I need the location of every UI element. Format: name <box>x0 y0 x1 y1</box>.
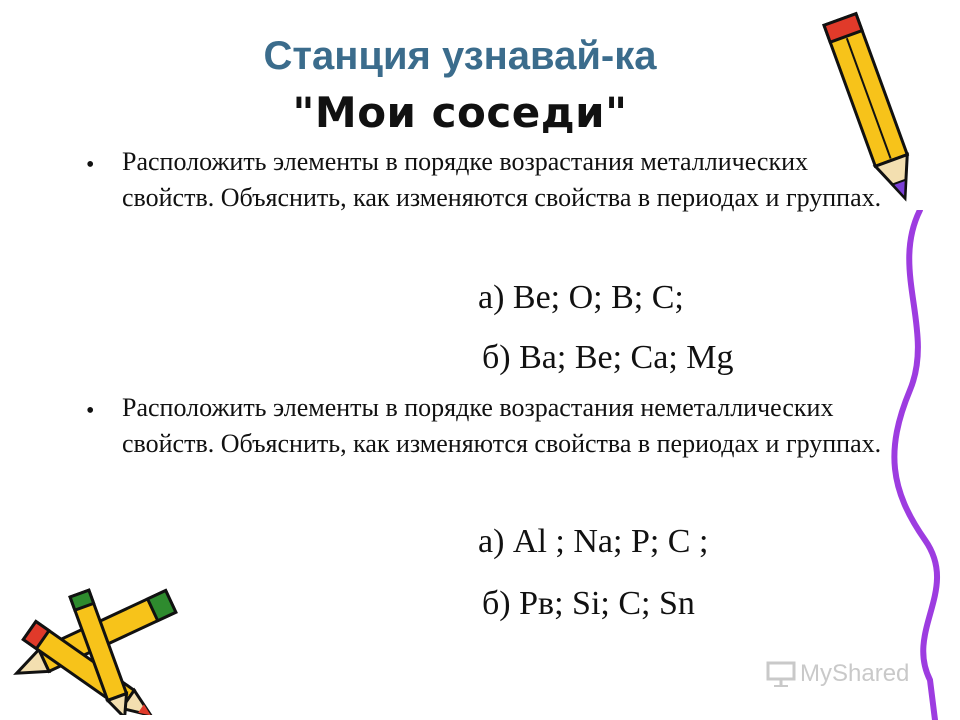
task-2-answer-b: б) Pв; Si; C; Sn <box>482 585 695 622</box>
slide-title: Станция узнавай-ка <box>263 34 657 78</box>
task-2-answer-a: а) Al ; Na; P; C ; <box>478 523 709 560</box>
bullet-marker: • <box>86 398 95 424</box>
slide-subtitle: "Мои соседи" <box>292 88 628 137</box>
presentation-icon <box>766 661 796 687</box>
bullet-marker: • <box>86 152 95 178</box>
watermark <box>766 658 926 690</box>
watermark-text: MyShared <box>800 660 910 687</box>
task-1-text: Расположить элементы в порядке возрастания металлических свойств. Объяснить, как изменяются свойства в периодах и группах. <box>122 147 882 212</box>
task-1-answer-b: б) Ba; Be; Ca; Mg <box>482 339 734 376</box>
pencils-bottom-left-icon <box>0 580 190 715</box>
task-2-text: Расположить элементы в порядке возрастания неметаллических свойств. Объяснить, как изменяются свойства в периодах и группах. <box>122 393 882 458</box>
decorative-squiggle-line <box>880 210 960 720</box>
task-1-answer-a: а) Be; O; B; C; <box>478 279 684 316</box>
